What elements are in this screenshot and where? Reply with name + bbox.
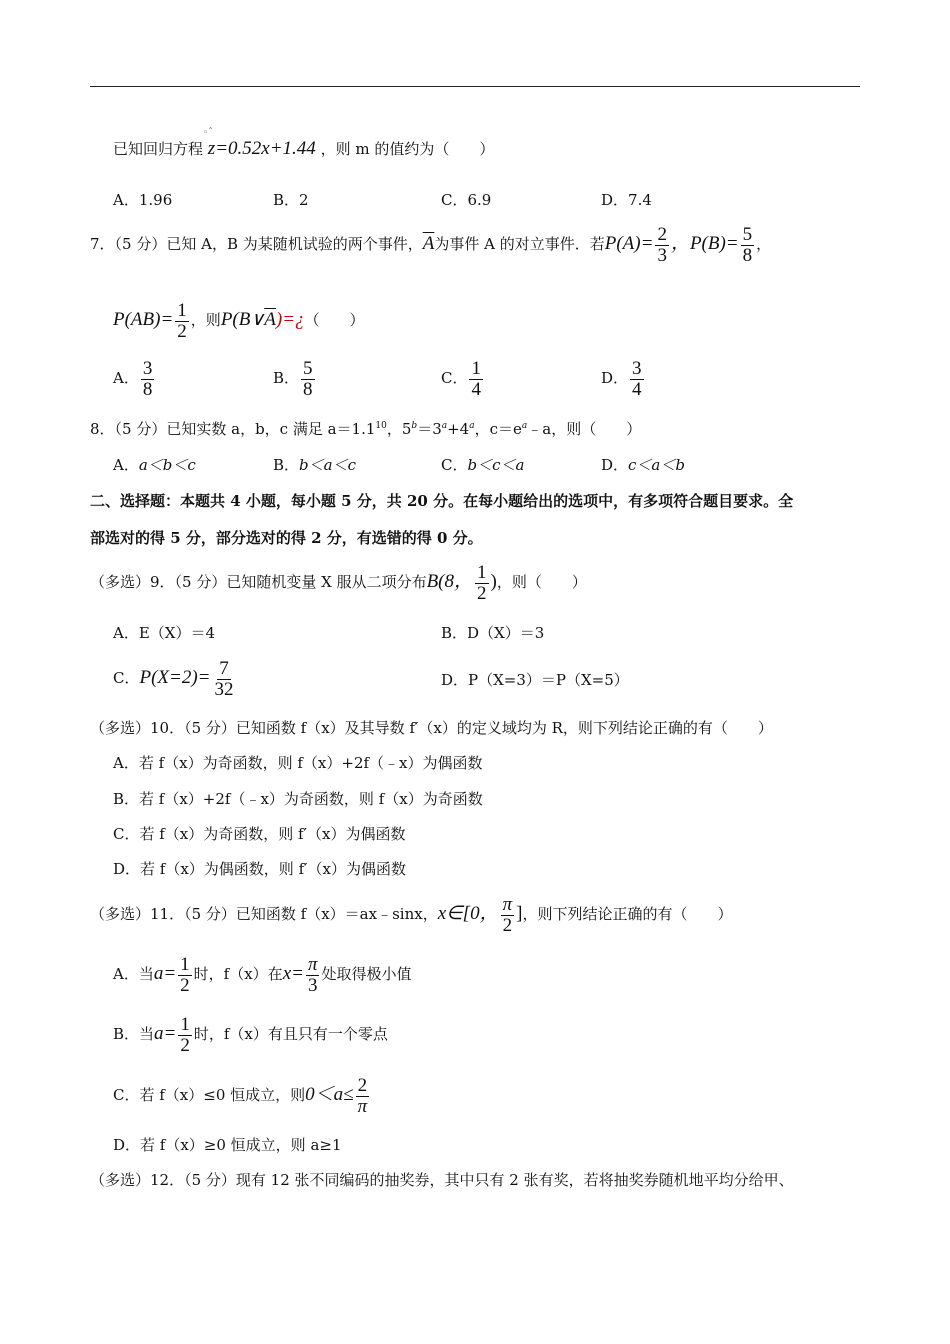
q9-stem: （多选）9．（5 分）已知随机变量 X 服从二项分布B(8， $\frac{1}{2}$ )，则（ ） (90, 561, 587, 604)
section2-heading-line2: 部选对的得 5 分，部分选对的得 2 分，有选错的得 0 分。 (90, 529, 483, 547)
q9-option-d[interactable]: D．P（X=3）＝P（X=5） (441, 671, 629, 689)
q11-option-a[interactable]: A．当a= $\frac{1}{2}$ 时，f（x）在x= $\frac{\pi}{3}$ 处取得极小值 (113, 953, 412, 996)
q6-stem: 已知回归方程 ◦ˆ z=0.52x+1.44 ，则 m 的值约为（ ） (113, 128, 495, 159)
q6-option-a[interactable]: A．1.96 (113, 191, 173, 209)
q11-stem: （多选）11．（5 分）已知函数 f（x）＝ax﹣sinx，x∈[0， $\frac{\pi}{2}$ ]，则下列结论正确的有（ ） (90, 893, 733, 936)
q8-option-d[interactable]: D．c＜a＜b (601, 456, 685, 474)
q8-stem: 8．（5 分）已知实数 a，b，c 满足 $a=1.1^{10}$，$5^b=3^a+4^a$，$c=e^a﹣a$，则（ ） (90, 420, 642, 438)
q9-option-a[interactable]: A．E（X）＝4 (113, 624, 216, 642)
q10-option-c[interactable]: C．若 f（x）为奇函数，则 f′（x）为偶函数 (113, 825, 406, 843)
q7-option-c[interactable]: C． $\frac{1}{4}$ (441, 357, 481, 400)
hat-mark: ◦ˆ (203, 128, 213, 138)
header-rule (90, 86, 860, 87)
q6-option-c[interactable]: C．6.9 (441, 191, 492, 209)
q7-option-a[interactable]: A． $\frac{3}{8}$ (113, 357, 153, 400)
q10-option-a[interactable]: A．若 f（x）为奇函数，则 f（x）+2f（﹣x）为偶函数 (113, 754, 483, 772)
q10-stem: （多选）10．（5 分）已知函数 f（x）及其导数 f′（x）的定义域均为 R，则下列结论正确的有（ ） (90, 719, 773, 737)
q7-stem-line2: P(AB)= $\frac{1}{2}$ ，则$P(B\vee\overline{A})=¿$（ ） (113, 299, 365, 342)
q11-option-d[interactable]: D．若 f（x）≥0 恒成立，则 a≥1 (113, 1136, 342, 1154)
q10-option-b[interactable]: B．若 f（x）+2f（﹣x）为奇函数，则 f（x）为奇函数 (113, 790, 483, 808)
q12-stem: （多选）12．（5 分）现有 12 张不同编码的抽奖券，其中只有 2 张有奖，若将抽奖券随机地平均分给甲、 (90, 1171, 794, 1189)
q11-option-b[interactable]: B．当a= $\frac{1}{2}$ 时，f（x）有且只有一个零点 (113, 1013, 388, 1056)
q7-option-d[interactable]: D． $\frac{3}{4}$ (601, 357, 642, 400)
q10-option-d[interactable]: D．若 f（x）为偶函数，则 f′（x）为偶函数 (113, 860, 406, 878)
q8-option-c[interactable]: C．b＜c＜a (441, 456, 525, 474)
section2-heading-line1: 二、选择题：本题共 4 小题，每小题 5 分，共 20 分。在每小题给出的选项中，有多项符合题目要求。全 (90, 492, 794, 510)
q9-option-b[interactable]: B．D（X）＝3 (441, 624, 545, 642)
q11-option-c[interactable]: C．若 f（x）≤0 恒成立，则0＜a≤ $\frac{2}{\pi}$ (113, 1074, 368, 1117)
q6-option-d[interactable]: D．7.4 (601, 191, 652, 209)
regression-equation: z=0.52x+1.44 (207, 138, 316, 159)
q8-option-a[interactable]: A．a＜b＜c (113, 456, 196, 474)
q8-option-b[interactable]: B．b＜a＜c (273, 456, 356, 474)
q6-option-b[interactable]: B．2 (273, 191, 309, 209)
q7-option-b[interactable]: B． $\frac{5}{8}$ (273, 357, 313, 400)
q7-stem: 7．（5 分）已知 A，B 为某随机试验的两个事件，$\overline{A}$为事件 A 的对立事件．若P(A)= $\frac{2}{3}$ ，P(B)= $\frac{5}{8}$ ， (90, 223, 772, 266)
q9-option-c[interactable]: C．P(X=2)= $\frac{7}{32}$ (113, 657, 234, 700)
